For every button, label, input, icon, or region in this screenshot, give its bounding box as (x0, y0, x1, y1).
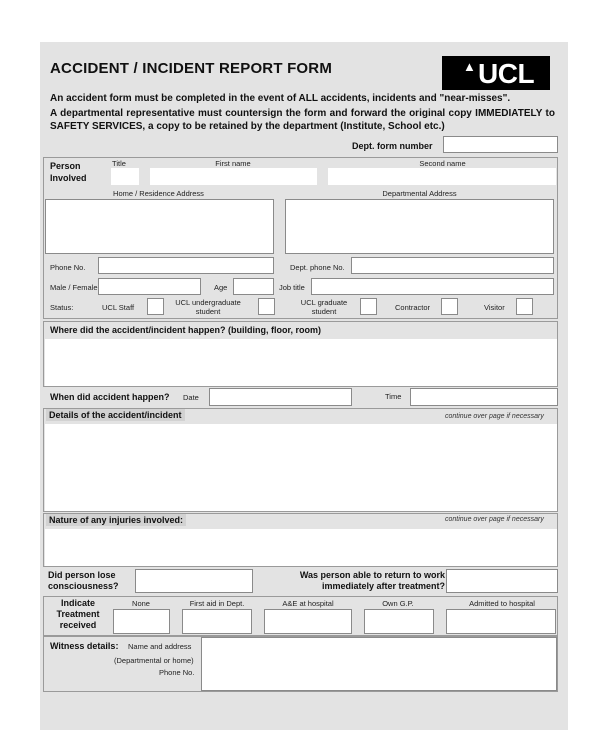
treatment-none-input[interactable] (113, 609, 170, 634)
witness-name-label: Name and address (128, 642, 192, 651)
treatment-ae-label: A&E at hospital (282, 599, 334, 608)
lose-consciousness-input[interactable] (135, 569, 253, 593)
return-work-label: Was person able to return to work immediately after treatment? (299, 570, 445, 591)
when-label: When did accident happen? (50, 392, 170, 402)
status-contractor-label: Contractor (395, 303, 431, 312)
form-title: ACCIDENT / INCIDENT REPORT FORM (50, 60, 333, 77)
age-input[interactable] (233, 278, 274, 295)
witness-input[interactable] (201, 637, 557, 691)
first-name-input[interactable] (150, 168, 317, 185)
phone-input[interactable] (98, 257, 274, 274)
treatment-admitted-label: Admitted to hospital (469, 599, 535, 608)
age-label: Age (214, 283, 228, 292)
status-ucl-staff-label: UCL Staff (102, 303, 135, 312)
intro-line-1: An accident form must be completed in the event of ALL accidents, incidents and "near-misses". (50, 93, 511, 104)
first-name-label: First name (215, 159, 251, 168)
status-undergrad-label: UCL undergraduate student (175, 298, 241, 316)
details-note: continue over page if necessary (445, 413, 544, 420)
witness-phone-label: Phone No. (159, 668, 195, 677)
dept-form-number-input[interactable] (443, 136, 558, 153)
sex-label: Male / Female (50, 283, 98, 292)
status-undergrad-checkbox[interactable] (258, 298, 275, 315)
treatment-first-aid-input[interactable] (182, 609, 252, 634)
dept-phone-label: Dept. phone No. (290, 263, 345, 272)
portico-icon: ▲ (463, 59, 476, 74)
date-input[interactable] (209, 388, 352, 406)
status-visitor-label: Visitor (484, 303, 505, 312)
title-input[interactable] (111, 168, 139, 185)
time-input[interactable] (410, 388, 558, 406)
witness-dept-label: (Departmental or home) (114, 656, 194, 665)
title-label: Title (112, 159, 126, 168)
treatment-gp-input[interactable] (364, 609, 434, 634)
witness-label: Witness details: (50, 641, 119, 651)
lose-consciousness-label: Did person lose consciousness? (48, 570, 119, 591)
dept-address-input[interactable] (285, 199, 554, 254)
sex-input[interactable] (98, 278, 201, 295)
where-label: Where did the accident/incident happen? (building, floor, room) (50, 325, 322, 335)
job-title-input[interactable] (311, 278, 554, 295)
where-input[interactable] (45, 339, 557, 386)
treatment-label: Indicate Treatment received (56, 598, 100, 630)
second-name-input[interactable] (328, 168, 556, 185)
details-input[interactable] (45, 424, 557, 511)
logo-text: UCL (478, 58, 535, 89)
injuries-input[interactable] (45, 529, 557, 566)
injuries-label: Nature of any injuries involved: (46, 514, 186, 526)
treatment-none-label: None (132, 599, 150, 608)
treatment-admitted-input[interactable] (446, 609, 556, 634)
second-name-label: Second name (419, 159, 466, 168)
status-graduate-label: UCL graduate student (300, 298, 348, 316)
dept-phone-input[interactable] (351, 257, 554, 274)
intro-line-2: A departmental representative must countersign the form and forward the original copy IMMEDIATELY to SAFETY SERVICES, a copy to be retained by the department (Institute, School etc.) (50, 108, 555, 132)
return-work-input[interactable] (446, 569, 558, 593)
status-graduate-checkbox[interactable] (360, 298, 377, 315)
details-label: Details of the accident/incident (46, 409, 185, 421)
treatment-ae-input[interactable] (264, 609, 352, 634)
home-address-input[interactable] (45, 199, 274, 254)
injuries-note: continue over page if necessary (445, 516, 544, 523)
home-address-label: Home / Residence Address (113, 189, 204, 198)
ucl-logo (442, 56, 550, 90)
dept-address-label: Departmental Address (382, 189, 457, 198)
status-ucl-staff-checkbox[interactable] (147, 298, 164, 315)
status-visitor-checkbox[interactable] (516, 298, 533, 315)
date-label: Date (183, 393, 199, 402)
status-contractor-checkbox[interactable] (441, 298, 458, 315)
time-label: Time (385, 392, 402, 401)
status-label: Status: (50, 303, 74, 312)
person-involved-label: Person Involved (50, 161, 87, 183)
treatment-gp-label: Own G.P. (382, 599, 414, 608)
job-title-label: Job title (279, 283, 305, 292)
phone-label: Phone No. (50, 263, 86, 272)
treatment-first-aid-label: First aid in Dept. (189, 599, 245, 608)
dept-form-number-label: Dept. form number (352, 141, 433, 151)
